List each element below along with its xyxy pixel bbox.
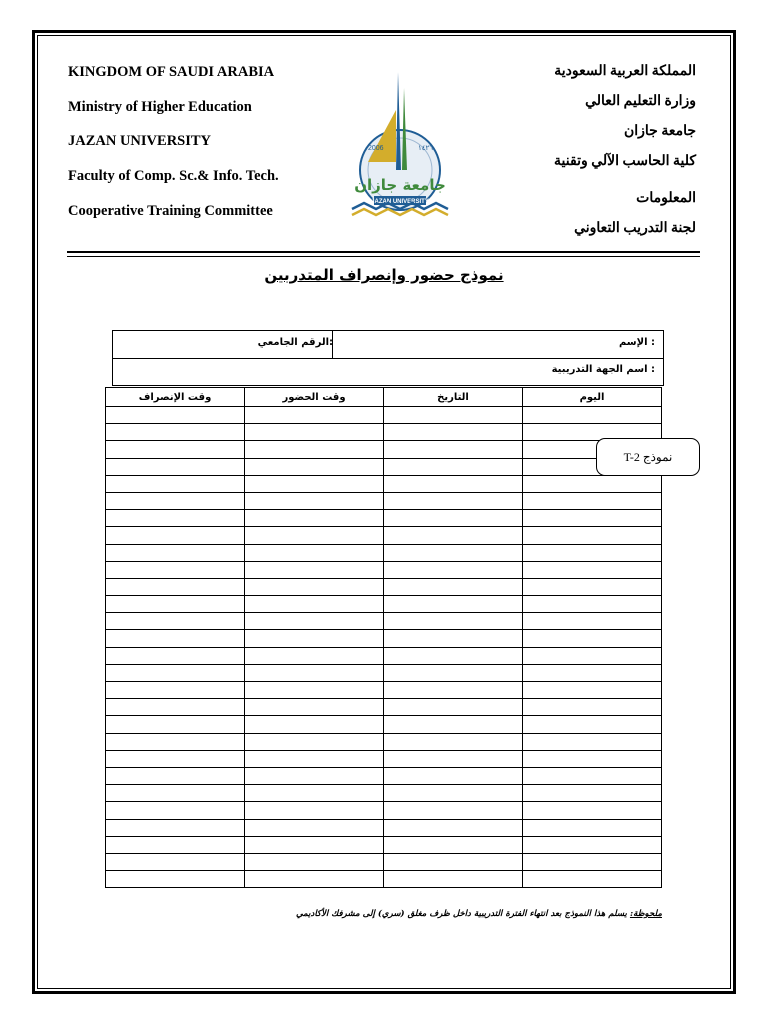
table-cell[interactable] — [523, 802, 662, 819]
trainee-info-box — [112, 330, 664, 386]
table-row — [106, 527, 662, 544]
table-cell[interactable] — [523, 836, 662, 853]
table-cell[interactable] — [106, 853, 245, 870]
table-row — [106, 802, 662, 819]
table-cell[interactable] — [523, 492, 662, 509]
table-cell[interactable] — [523, 767, 662, 784]
table-cell[interactable] — [523, 750, 662, 767]
table-header-row — [106, 388, 662, 407]
table-cell[interactable] — [245, 510, 384, 527]
table-cell[interactable] — [384, 630, 523, 647]
table-cell[interactable] — [523, 561, 662, 578]
table-row — [106, 699, 662, 716]
table-cell[interactable] — [245, 716, 384, 733]
col-checkin-time: وقت الحضور — [245, 388, 384, 407]
table-row — [106, 407, 662, 424]
table-cell[interactable] — [384, 785, 523, 802]
table-cell[interactable] — [106, 716, 245, 733]
table-cell[interactable] — [106, 441, 245, 458]
table-cell[interactable] — [384, 750, 523, 767]
table-cell[interactable] — [106, 596, 245, 613]
header-faculty-en: Faculty of Comp. Sc.& Info. Tech. — [68, 168, 279, 184]
table-row — [106, 664, 662, 681]
name-label: : الإسم — [618, 337, 655, 348]
table-cell[interactable] — [384, 871, 523, 888]
table-cell[interactable] — [384, 767, 523, 784]
table-row — [106, 630, 662, 647]
table-cell[interactable] — [245, 647, 384, 664]
table-cell[interactable] — [106, 510, 245, 527]
table-cell[interactable] — [106, 785, 245, 802]
table-cell[interactable] — [384, 561, 523, 578]
table-cell[interactable] — [523, 699, 662, 716]
table-cell[interactable] — [245, 750, 384, 767]
table-cell[interactable] — [106, 819, 245, 836]
table-cell[interactable] — [384, 510, 523, 527]
table-cell[interactable] — [384, 544, 523, 561]
table-cell[interactable] — [523, 785, 662, 802]
table-cell[interactable] — [245, 492, 384, 509]
header-faculty-ar: كلية الحاسب الآلي وتقنية — [554, 154, 696, 169]
table-cell[interactable] — [106, 664, 245, 681]
table-cell[interactable] — [245, 853, 384, 870]
table-cell[interactable] — [384, 647, 523, 664]
table-row — [106, 561, 662, 578]
attendance-table-body — [106, 407, 662, 888]
table-cell[interactable] — [384, 716, 523, 733]
table-cell[interactable] — [523, 630, 662, 647]
table-cell[interactable] — [106, 733, 245, 750]
table-cell[interactable] — [245, 767, 384, 784]
table-cell[interactable] — [523, 407, 662, 424]
table-cell[interactable] — [245, 836, 384, 853]
table-cell[interactable] — [523, 853, 662, 870]
table-row — [106, 682, 662, 699]
table-cell[interactable] — [384, 836, 523, 853]
table-cell[interactable] — [106, 407, 245, 424]
table-cell[interactable] — [523, 613, 662, 630]
note-text: يسلم هذا النموذج بعد انتهاء الفترة التدريبية داخل ظرف مغلق (سري) إلى مشرفك الأكاديمي — [295, 909, 630, 919]
table-row — [106, 578, 662, 595]
table-cell[interactable] — [106, 767, 245, 784]
table-cell[interactable] — [523, 510, 662, 527]
university-logo — [338, 70, 462, 220]
table-cell[interactable] — [523, 716, 662, 733]
table-cell[interactable] — [245, 699, 384, 716]
table-cell[interactable] — [384, 853, 523, 870]
table-cell[interactable] — [106, 802, 245, 819]
form-code-callout: نموذج T-2 — [596, 438, 700, 476]
table-cell[interactable] — [245, 441, 384, 458]
table-cell[interactable] — [523, 682, 662, 699]
info-row-name-id — [113, 331, 663, 359]
table-cell[interactable] — [384, 527, 523, 544]
logo-year-right: ١٤٢٦ — [418, 145, 434, 152]
table-cell[interactable] — [106, 682, 245, 699]
col-day: اليوم — [523, 388, 662, 407]
table-cell[interactable] — [245, 630, 384, 647]
table-cell[interactable] — [106, 613, 245, 630]
table-cell[interactable] — [523, 819, 662, 836]
table-row — [106, 819, 662, 836]
table-cell[interactable] — [106, 527, 245, 544]
table-cell[interactable] — [384, 802, 523, 819]
table-cell[interactable] — [106, 647, 245, 664]
table-row — [106, 510, 662, 527]
table-cell[interactable] — [245, 733, 384, 750]
table-cell[interactable] — [106, 475, 245, 492]
header-kingdom-en: KINGDOM OF SAUDI ARABIA — [68, 64, 275, 80]
logo-banner: JAZAN UNIVERSITY — [371, 199, 429, 205]
table-row — [106, 424, 662, 441]
training-entity-label: : اسم الجهة التدريبية — [551, 364, 655, 375]
table-cell[interactable] — [384, 613, 523, 630]
table-row — [106, 596, 662, 613]
table-cell[interactable] — [384, 492, 523, 509]
table-row — [106, 716, 662, 733]
table-row — [106, 853, 662, 870]
header-committee-ar: لجنة التدريب التعاوني — [574, 221, 696, 236]
table-cell[interactable] — [384, 733, 523, 750]
table-row — [106, 613, 662, 630]
table-cell[interactable] — [384, 578, 523, 595]
note-label: ملحوظة: — [629, 909, 662, 919]
table-row — [106, 785, 662, 802]
table-cell[interactable] — [245, 527, 384, 544]
table-row — [106, 441, 662, 458]
logo-year-left: 2006 — [368, 145, 384, 152]
table-cell[interactable] — [106, 492, 245, 509]
header-university-en: JAZAN UNIVERSITY — [68, 133, 212, 149]
table-cell[interactable] — [245, 561, 384, 578]
header-committee-en: Cooperative Training Committee — [68, 203, 273, 219]
table-row — [106, 733, 662, 750]
col-checkout-time: وقت الإنصراف — [106, 388, 245, 407]
table-cell[interactable] — [245, 802, 384, 819]
table-cell[interactable] — [245, 475, 384, 492]
university-id-label: :الرقم الجامعي — [257, 337, 333, 348]
attendance-table — [105, 387, 662, 888]
table-cell[interactable] — [106, 750, 245, 767]
logo-arabic-name: جامعة جازان — [354, 176, 446, 194]
table-cell[interactable] — [245, 578, 384, 595]
table-cell[interactable] — [106, 699, 245, 716]
table-cell[interactable] — [523, 733, 662, 750]
table-cell[interactable] — [106, 836, 245, 853]
footer-note — [296, 909, 662, 919]
table-row — [106, 492, 662, 509]
table-cell[interactable] — [384, 424, 523, 441]
table-cell[interactable] — [384, 475, 523, 492]
table-cell[interactable] — [523, 596, 662, 613]
table-cell[interactable] — [245, 613, 384, 630]
header-separator-thin — [67, 256, 700, 257]
table-cell[interactable] — [106, 458, 245, 475]
table-cell[interactable] — [245, 544, 384, 561]
table-cell[interactable] — [384, 819, 523, 836]
table-cell[interactable] — [384, 458, 523, 475]
header-separator-thick — [67, 251, 700, 253]
header-ministry-ar: وزارة التعليم العالي — [585, 94, 696, 109]
table-cell[interactable] — [245, 458, 384, 475]
header-ministry-en: Ministry of Higher Education — [68, 99, 252, 115]
table-row — [106, 767, 662, 784]
table-row — [106, 544, 662, 561]
table-cell[interactable] — [384, 407, 523, 424]
table-cell[interactable] — [106, 630, 245, 647]
table-cell[interactable] — [523, 578, 662, 595]
table-row — [106, 750, 662, 767]
table-cell[interactable] — [523, 664, 662, 681]
table-cell[interactable] — [106, 578, 245, 595]
table-cell[interactable] — [245, 664, 384, 681]
table-cell[interactable] — [384, 699, 523, 716]
table-cell[interactable] — [384, 596, 523, 613]
table-cell[interactable] — [384, 664, 523, 681]
col-date: التاريخ — [384, 388, 523, 407]
header-kingdom-ar: المملكة العربية السعودية — [554, 64, 696, 79]
header-university-ar: جامعة جازان — [623, 124, 696, 139]
form-title: نموذج حضور وإنصراف المتدربين — [264, 266, 504, 284]
table-cell[interactable] — [245, 407, 384, 424]
table-cell[interactable] — [523, 475, 662, 492]
table-cell[interactable] — [523, 871, 662, 888]
table-cell[interactable] — [245, 596, 384, 613]
header-faculty-ar-cont: المعلومات — [636, 191, 696, 206]
table-cell[interactable] — [245, 819, 384, 836]
table-cell[interactable] — [245, 785, 384, 802]
table-cell[interactable] — [106, 544, 245, 561]
table-cell[interactable] — [523, 544, 662, 561]
table-cell[interactable] — [106, 871, 245, 888]
table-row — [106, 836, 662, 853]
table-cell[interactable] — [384, 682, 523, 699]
table-cell[interactable] — [245, 424, 384, 441]
table-row — [106, 475, 662, 492]
table-cell[interactable] — [523, 647, 662, 664]
table-cell[interactable] — [384, 441, 523, 458]
table-cell[interactable] — [245, 871, 384, 888]
table-row — [106, 647, 662, 664]
table-cell[interactable] — [106, 424, 245, 441]
table-cell[interactable] — [106, 561, 245, 578]
table-row — [106, 871, 662, 888]
table-row — [106, 458, 662, 475]
table-cell[interactable] — [245, 682, 384, 699]
table-cell[interactable] — [523, 527, 662, 544]
